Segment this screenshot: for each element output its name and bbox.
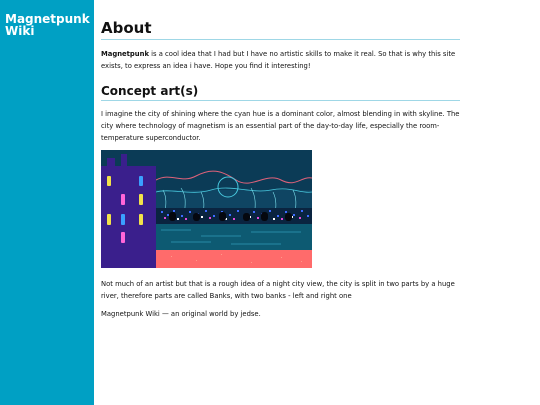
about-lead-text: is a cool idea that I had but I have no artistic skills to make it real. So that is why this site exists, to express an idea i have. Hope you find it interesting!: [101, 50, 456, 70]
concept-caption-paragraph: Not much of an artist but that is a rough idea of a night city view, the city is split in two parts by a huge river, therefore parts are called Banks, with two banks - left and right one: [101, 280, 455, 300]
concept-intro-paragraph: I imagine the city of shining where the cyan hue is a dominant color, almost blending in with skyline. The city where technology of magnetism is an essential part of the day-to-day life, especially the room-temperature superconductor.: [101, 110, 460, 142]
about-paragraph: [101, 48, 460, 72]
footer-credit: Magnetpunk Wiki — an original world by jedse.: [101, 310, 261, 318]
main-content: [101, 0, 460, 320]
night-city-concept-art: [101, 150, 312, 268]
sidebar: [0, 0, 94, 405]
concept-art-heading: Concept art(s): [101, 83, 460, 101]
about-lead-bold: Magnetpunk: [101, 50, 149, 58]
about-heading: About: [101, 19, 460, 40]
site-title-link[interactable]: Magnetpunk Wiki: [5, 12, 90, 38]
